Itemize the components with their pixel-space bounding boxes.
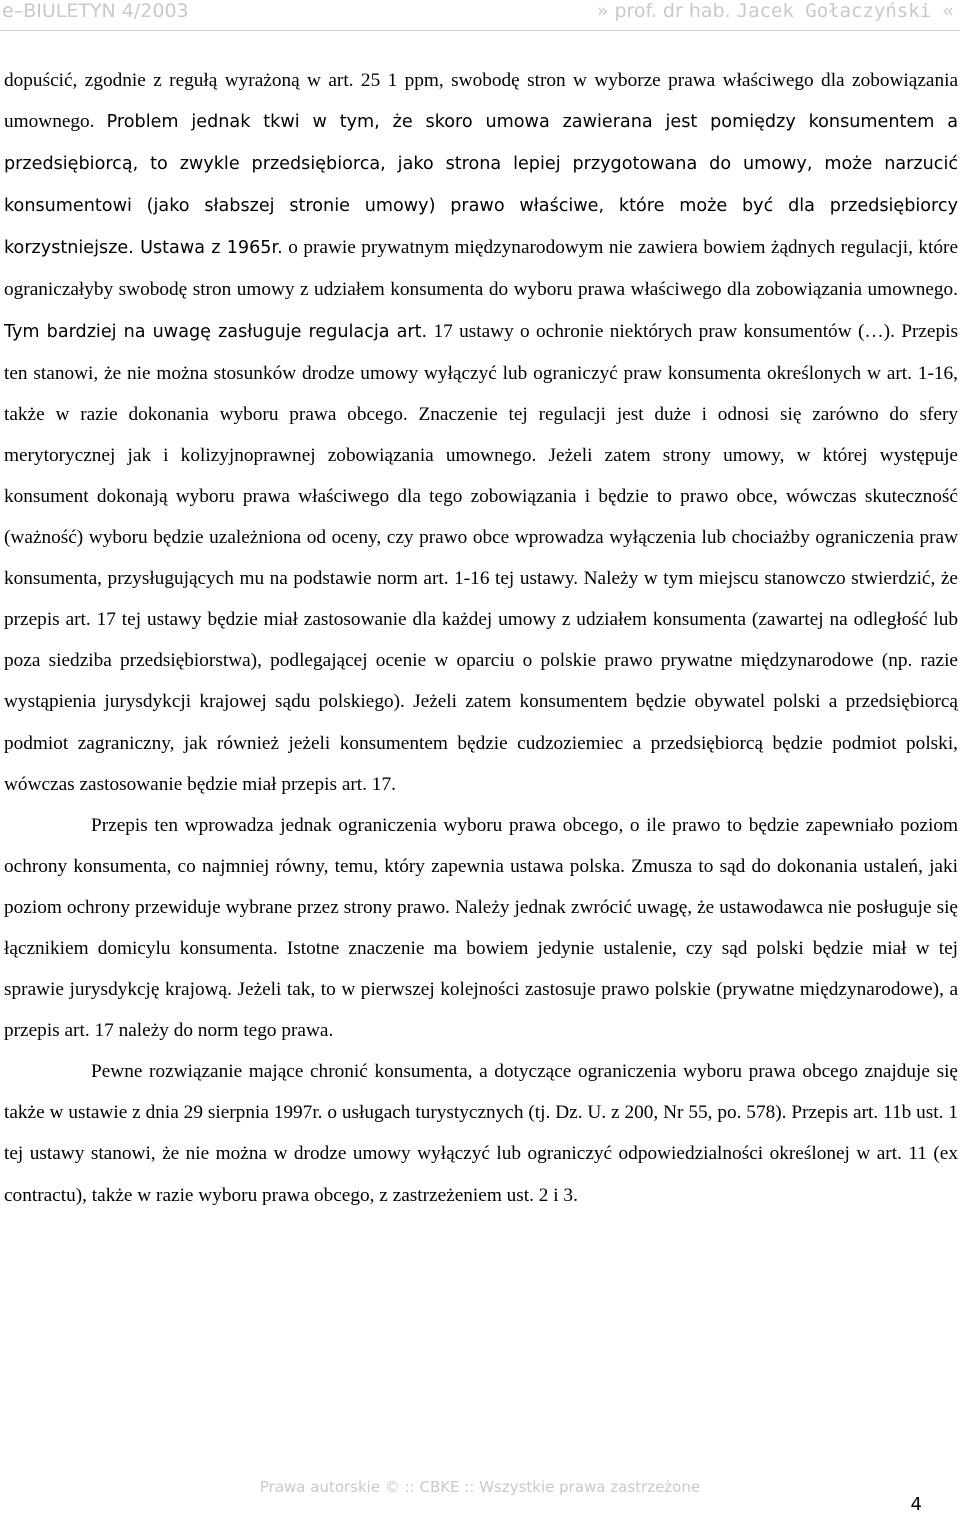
header-divider — [0, 30, 960, 31]
text-segment: dopuścić, zgodnie z regułą wyrażoną w art. 25 1 ppm, swobodę stron w wyborze prawa właściwego dla zobowiązania umownego. — [4, 70, 958, 133]
author-surname: Jacek Gołaczyński « — [736, 0, 954, 22]
page-header — [0, 0, 960, 26]
text-segment: Tym bardziej na uwagę zasługuje regulacja art. — [4, 321, 428, 342]
copyright-footer: Prawa autorskie © :: CBKE :: Wszystkie prawa zastrzeżone — [259, 1478, 701, 1496]
text-segment: 17 tej ustawy będzie miał zastosowanie dla każdej umowy z udziałem konsumenta (zawartej na odległość lub poza siedziba przedsiębiorstwa), podlegającej ocenie w oparciu o polskie prawo prywatne międzynarodowe (np. razie wystąpienia jurysdykcji krajowej sądu polskiego). — [4, 609, 959, 713]
paragraph-2: Przepis ten wprowadza jednak ograniczenia wyboru prawa obcego, o ile prawo to będzie zapewniało poziom ochrony konsumenta, co najmniej równy, temu, który zapewnia ustawa polska. Zmusza to sąd do dokonania ustaleń, jaki poziom ochrony przewiduje wybrane przez strony prawo. Należy jednak zwrócić uwagę, że ustawodawca nie posługuje się łącznikiem domicylu konsumenta. Istotne znaczenie ma bowiem jedynie ustalenie, czy sąd polski będzie miał w tej sprawie jurysdykcję krajową. Jeżeli tak, to w pierwszej kolejności zastosuje prawo polskie (prywatne międzynarodowe), a przepis art. 17 należy do norm tego prawa. — [4, 814, 958, 1042]
page-number: 4 — [910, 1494, 922, 1515]
text-segment: Znaczenie tej regulacji jest duże i odnosi się zarówno do sfery merytorycznej jak i kolizyjnoprawnej zobowiązania umownego. — [4, 403, 959, 466]
article-body — [4, 60, 958, 1216]
text-segment: Problem jednak tkwi w tym, że skoro umowa zawierana jest pomiędzy konsumentem a przedsiębiorcą, to zwykle przedsiębiorca, jako strona lepiej przygotowana do umowy, może narzucić konsumentowi (jako słabszej stronie umowy) prawo właściwe, które może być dla przedsiębiorcy korzystniejsze. Ustawa z 1965r. — [4, 112, 958, 259]
author-name — [597, 0, 954, 22]
text-segment: Jeżeli zatem strony umowy, w której występuje konsument dokonają wyboru prawa właściwego dla tego zobowiązania i będzie to prawo obce, wówczas skuteczność (ważność) wyboru będzie uzależniona od oceny, czy prawo obce wprowadza wyłączenia lub chociażby ograniczenia praw konsumenta, przysługujących mu na podstawie norm art. 1-16 tej ustawy. — [4, 444, 958, 590]
text-segment: 17 ustawy o ochronie niektórych praw konsumentów (…). — [433, 320, 895, 342]
paragraph-1 — [4, 60, 958, 805]
text-segment: Należy w tym miejscu stanowczo stwierdzić, że przepis art. — [4, 568, 958, 631]
paragraph-3: Pewne rozwiązanie mające chronić konsumenta, a dotyczące ograniczenia wyboru prawa obcego znajduje się także w ustawie z dnia 29 sierpnia 1997r. o usługach turystycznych (tj. Dz. U. z 200, Nr 55, po. 578). Przepis art. 11b ust. 1 tej ustawy stanowi, że nie można w drodze umowy wyłączyć lub ograniczyć odpowiedzialności określonej w art. 11 (ex contractu), także w razie wyboru prawa obcego, z zastrzeżeniem ust. 2 i 3. — [4, 1061, 958, 1206]
text-segment: Jeżeli zatem konsumentem będzie obywatel polski a przedsiębiorcą podmiot zagraniczny, jak również jeżeli konsumentem będzie cudzoziemiec a przedsiębiorcą będzie podmiot polski, wówczas zastosowanie będzie miał przepis art. 17. — [4, 691, 958, 795]
bulletin-title: e–BIULETYN 4/2003 — [2, 0, 189, 22]
author-prefix: » prof. dr hab. — [596, 0, 731, 22]
text-segment: Przepis ten stanowi, że nie można stosunków drodze umowy wyłączyć lub ograniczyć praw konsumenta określonych w art. 1-16, także w razie dokonania wyboru prawa obcego. — [4, 320, 958, 425]
text-segment: o prawie prywatnym międzynarodowym nie zawiera bowiem żądnych regulacji, które ograniczałyby swobodę stron umowy z udziałem konsumenta do wyboru prawa właściwego dla zobowiązania umownego. — [4, 237, 959, 301]
